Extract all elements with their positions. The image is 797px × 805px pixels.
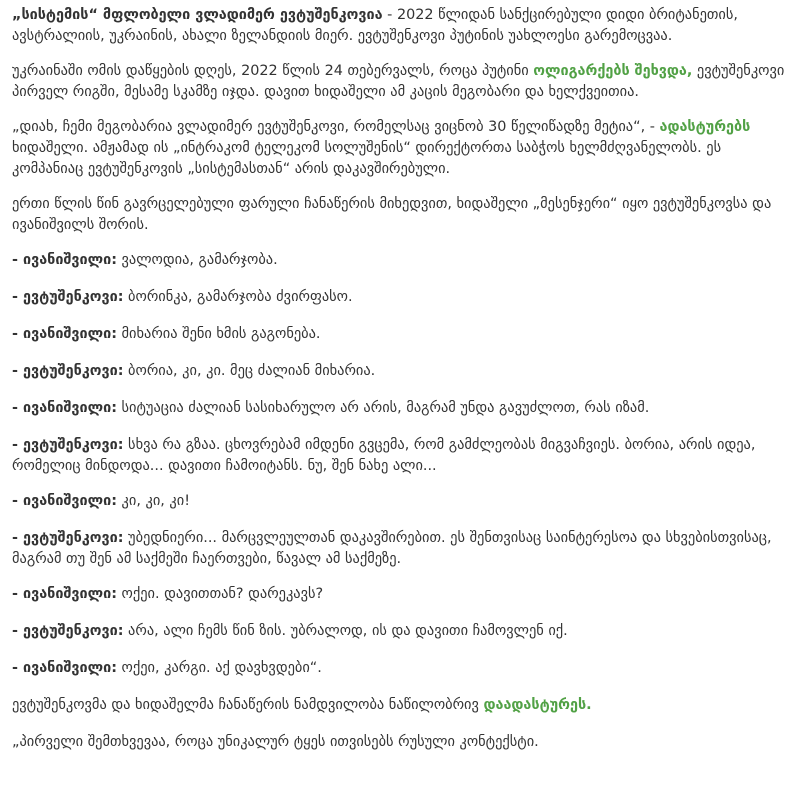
dialogue-speaker: - ევტუშენკოვი: [12, 530, 124, 546]
dialogue-text: ვალოდია, გამარჯობა. [116, 252, 278, 268]
intro-text: - 2022 წლიდან სანქცირებული დიდი ბრიტანეთის, ავსტრალიის, უკრაინის, ახალი ზელანდიის მიერ. ევტუშენკოვი პუტინის უახლოესი გარემოცვაა. [12, 7, 738, 44]
dialogue-text: ოქეი, კარგი. აქ დავხვდები“. [116, 660, 322, 676]
closing-text: „პირველი შემთხვევაა, როცა უნიკალურ ტყეს ითვისებს რუსული კონტექსტი. [12, 734, 539, 750]
dialogue-line [12, 435, 789, 477]
dialogue-speaker: - ივანიშვილი: [12, 660, 117, 676]
recording-text: ერთი წლის წინ გავრცელებული ფარული ჩანაწერის მიხედვით, ხიდაშელი „მესენჯერი“ იყო ევტუშენკოვსა და ივანიშვილს შორის. [12, 196, 772, 233]
dialogue-line [12, 621, 789, 642]
dialogue-speaker: - ევტუშენკოვი: [12, 437, 124, 453]
dialogue-transcript [12, 250, 789, 679]
confirm-paragraph [12, 695, 789, 716]
dialogue-speaker: - ივანიშვილი: [12, 252, 117, 268]
dialogue-line [12, 528, 789, 570]
quote-paragraph [12, 117, 789, 180]
dialogue-text: ბორია, კი, კი. მეც ძალიან მიხარია. [123, 363, 376, 379]
dialogue-text: ოქეი. დავითთან? დარეკავს? [116, 586, 324, 602]
dialogue-line [12, 324, 789, 345]
recording-paragraph [12, 194, 789, 236]
dialogue-speaker: - ევტუშენკოვი: [12, 363, 124, 379]
war-text-before: უკრაინაში ომის დაწყების დღეს, 2022 წლის 24 თებერვალს, როცა პუტინი [12, 63, 534, 79]
dialogue-speaker: - ევტუშენკოვი: [12, 623, 124, 639]
quote-text-after: ხიდაშელი. ამჟამად ის „ინტრაკომ ტელეკომ სოლუშენის“ დირექტორთა საბჭოს ხელმძღვანელობს. ეს კომპანიაც ევტუშენკოვის „სისტემასთან“ არის დაკავშირებული. [12, 140, 722, 177]
oligarchs-meeting-link[interactable]: ოლიგარქებს შეხვდა, [533, 63, 693, 79]
dialogue-speaker: - ევტუშენკოვი: [12, 289, 124, 305]
dialogue-line [12, 491, 789, 512]
war-paragraph [12, 61, 789, 103]
confirms-link[interactable]: ადასტურებს [659, 119, 751, 135]
dialogue-speaker: - ივანიშვილი: [12, 493, 117, 509]
dialogue-text: ბორინკა, გამარჯობა ძვირფასო. [123, 289, 353, 305]
dialogue-line [12, 398, 789, 419]
intro-paragraph [12, 5, 789, 47]
closing-paragraph [12, 732, 789, 753]
dialogue-line [12, 250, 789, 271]
dialogue-text: მიხარია შენი ხმის გაგონება. [116, 326, 321, 342]
confirm-text-before: ევტუშენკოვმა და ხიდაშელმა ჩანაწერის ნამდვილობა ნაწილობრივ [12, 697, 484, 713]
dialogue-speaker: - ივანიშვილი: [12, 326, 117, 342]
dialogue-text: არა, ალი ჩემს წინ ზის. უბრალოდ, ის და დავითი ჩამოვლენ იქ. [123, 623, 568, 639]
dialogue-line [12, 361, 789, 382]
dialogue-text: უბედნიერი... მარცვლეულთან დაკავშირებით. ეს შენთვისაც საინტერესოა და სხვებისთვისაც, მაგრამ თუ შენ ამ საქმეში ჩაერთვები, წავალ ამ საქმეზე. [12, 530, 772, 567]
quote-text-before: „დიახ, ჩემი მეგობარია ვლადიმერ ევტუშენკოვი, რომელსაც ვიცნობ 30 წელიწადზე მეტია“, - [12, 119, 660, 135]
dialogue-speaker: - ივანიშვილი: [12, 400, 117, 416]
dialogue-line [12, 584, 789, 605]
dialogue-line [12, 287, 789, 308]
partially-confirmed-link[interactable]: დაადასტურეს. [483, 697, 592, 713]
dialogue-text: სხვა რა გზაა. ცხოვრებამ იმდენი გვცემა, რომ გამძლეობას მიგვაჩვიეს. ბორია, არის იდეა, რომელიც მინდოდა... დავითი ჩამოიტანს. ნუ, შენ ნახე ალი... [12, 437, 756, 474]
dialogue-line [12, 658, 789, 679]
intro-bold-title: „სისტემის“ მფლობელი ვლადიმერ ევტუშენკოვია [12, 7, 383, 23]
dialogue-text: სიტუაცია ძალიან სასიხარულო არ არის, მაგრამ უნდა გავუძლოთ, რას იზამ. [116, 400, 650, 416]
war-text-after: ევტუშენკოვი პირველ რიგში, მესამე სკამზე იჯდა. დავით ხიდაშელი ამ კაცის მეგობარი და ხელქვეითია. [12, 63, 785, 100]
dialogue-text: კი, კი, კი! [116, 493, 190, 509]
dialogue-speaker: - ივანიშვილი: [12, 586, 117, 602]
